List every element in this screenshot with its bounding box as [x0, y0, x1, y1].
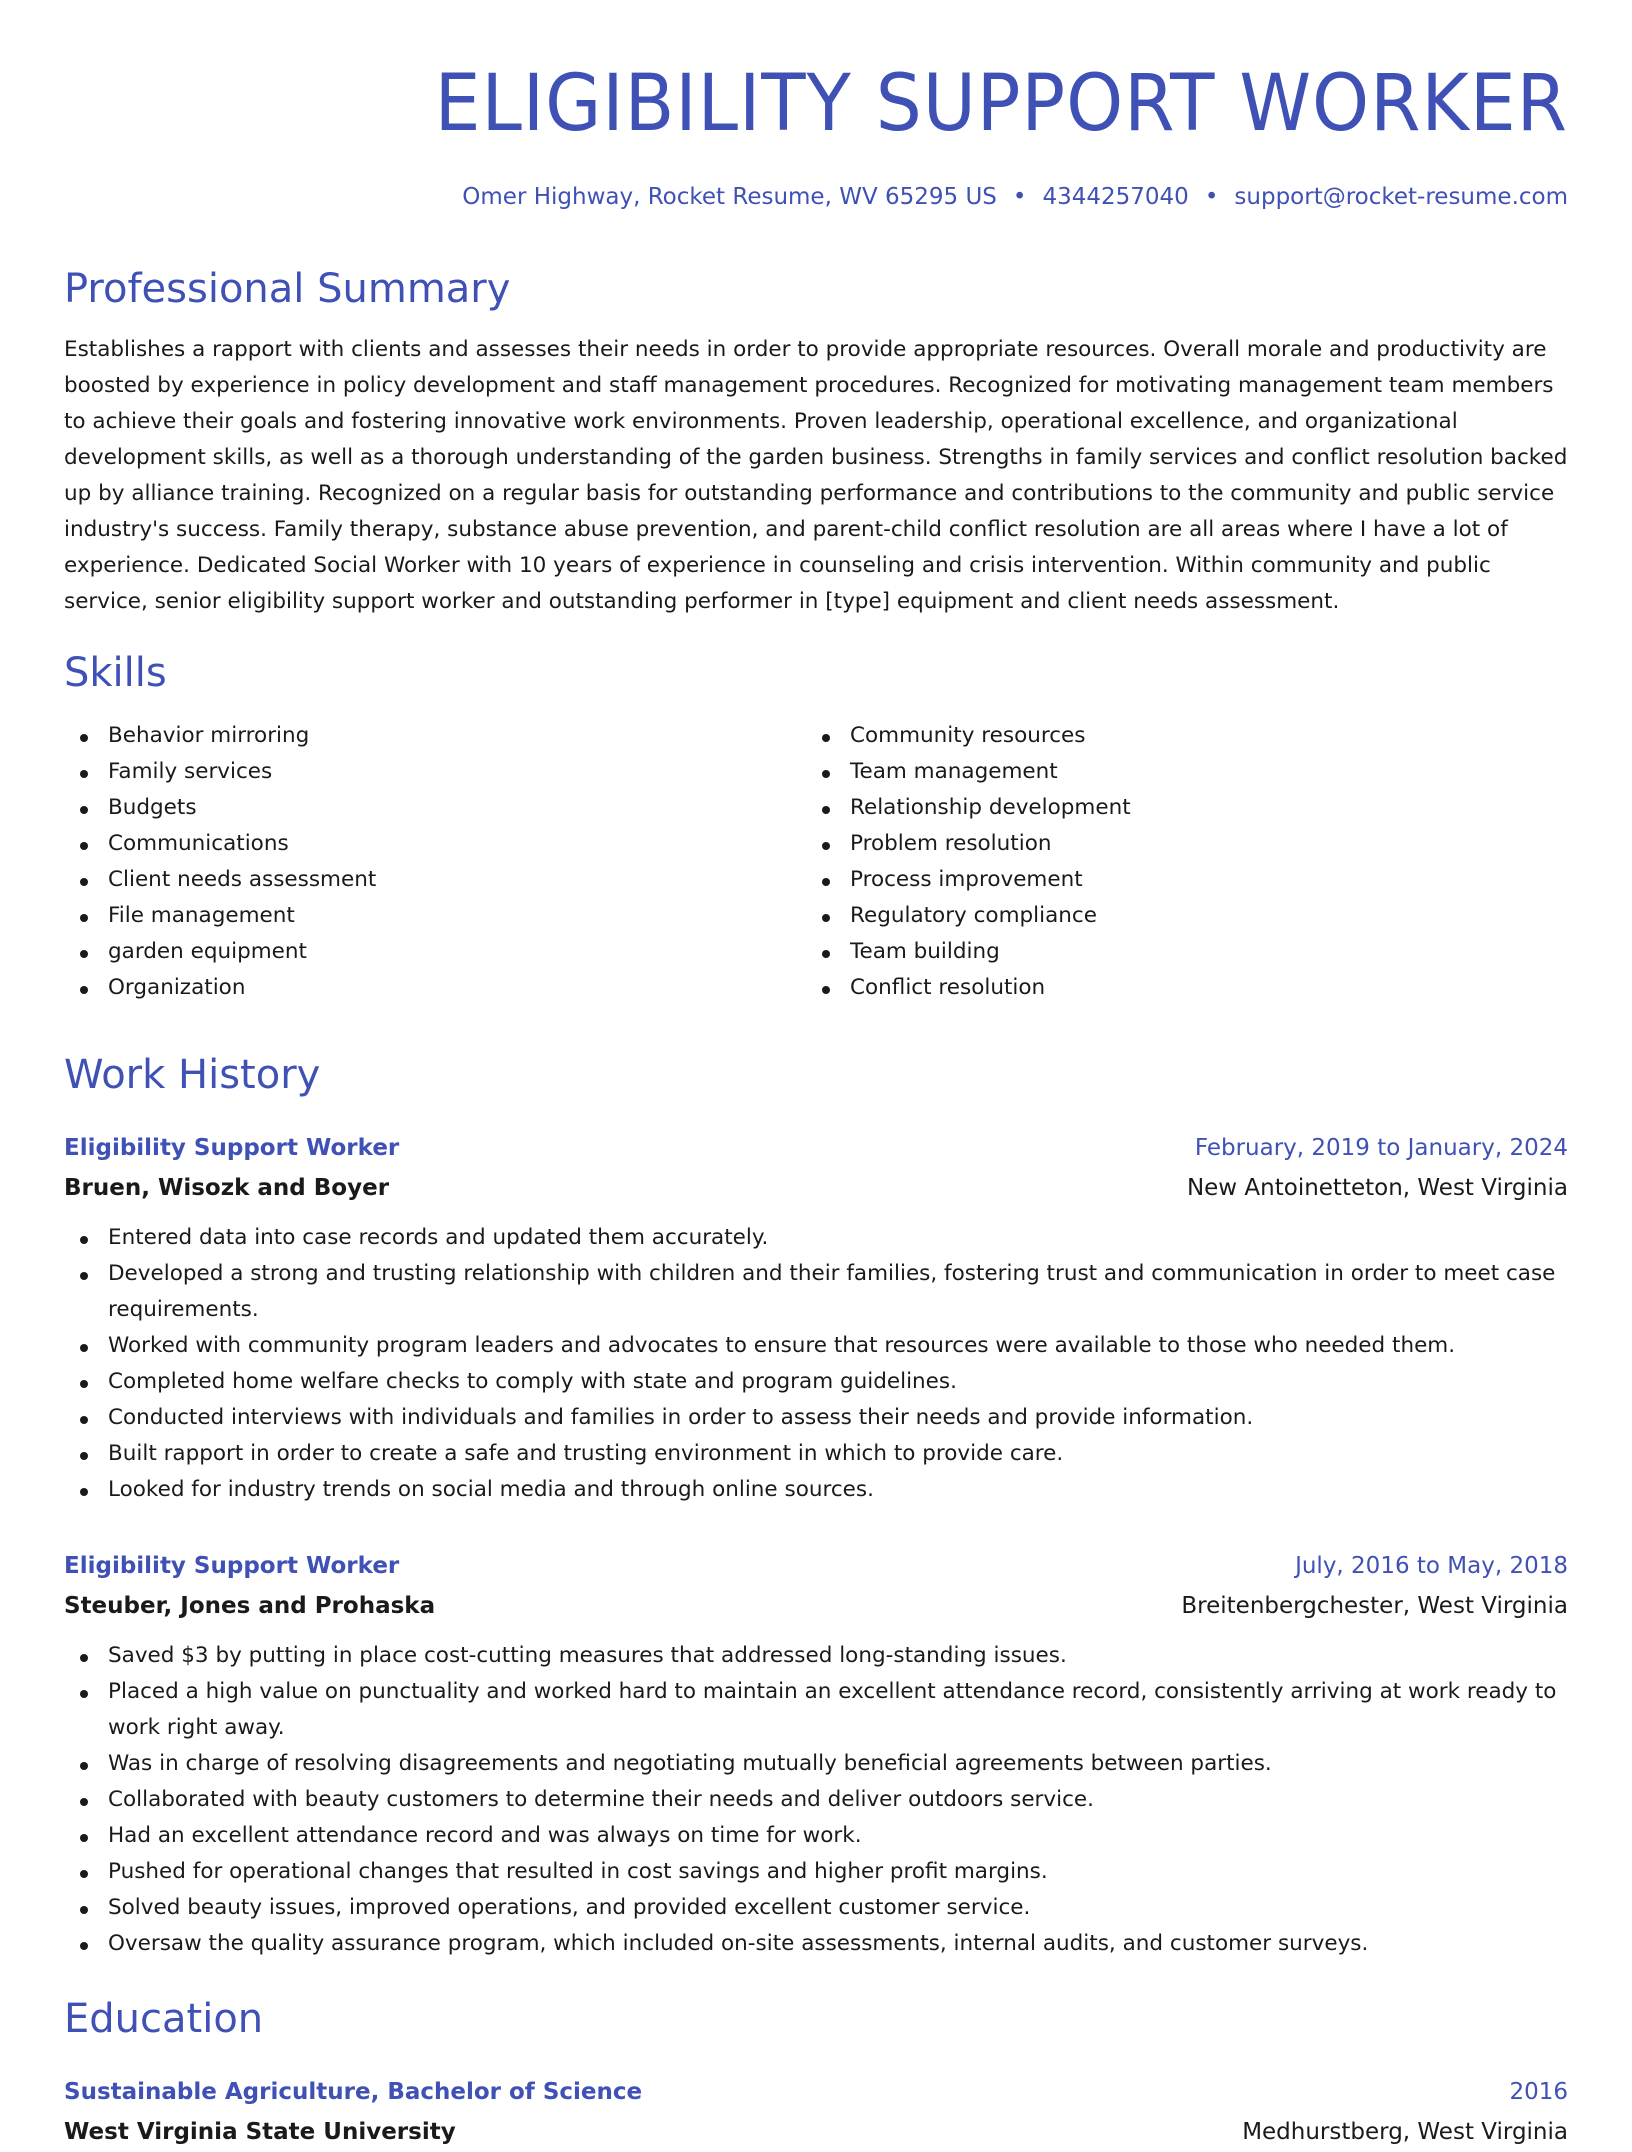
skill-item: Process improvement	[806, 862, 1548, 898]
candidate-name: ELIGIBILITY SUPPORT WORKER	[434, 59, 1569, 149]
education-header-row	[64, 2072, 1568, 2112]
job-bullet: Built rapport in order to create a safe and trusting environment in which to provide care.	[64, 1436, 1568, 1472]
skill-item: Behavior mirroring	[64, 718, 806, 754]
skill-item: Team building	[806, 934, 1548, 970]
education-heading: Education	[64, 1996, 264, 2042]
job-bullet: Completed home welfare checks to comply with state and program guidelines.	[64, 1364, 1568, 1400]
education-school-row	[64, 2112, 1568, 2152]
education-location: Medhurstberg, West Virginia	[1242, 2119, 1568, 2145]
contact-phone: 4344257040	[1042, 184, 1189, 210]
job-bullet: Looked for industry trends on social media and through online sources.	[64, 1472, 1568, 1508]
job-entry	[64, 1546, 1568, 1962]
skill-item: Relationship development	[806, 790, 1548, 826]
contact-separator: •	[1204, 184, 1219, 210]
resume-page	[64, 0, 1568, 2152]
education-year: 2016	[1509, 2079, 1568, 2105]
skill-item: File management	[64, 898, 806, 934]
job-bullet: Had an excellent attendance record and was always on time for work.	[64, 1818, 1568, 1854]
job-bullet: Worked with community program leaders and advocates to ensure that resources were available to those who needed them.	[64, 1328, 1568, 1364]
job-bullets	[64, 1638, 1568, 1962]
skill-item: Team management	[806, 754, 1548, 790]
job-title: Eligibility Support Worker	[64, 1135, 400, 1161]
skills-columns	[64, 718, 1568, 1006]
skill-item: Communications	[64, 826, 806, 862]
contact-separator: •	[1012, 184, 1027, 210]
skill-item: Community resources	[806, 718, 1548, 754]
job-company-row	[64, 1586, 1568, 1626]
skill-item: Organization	[64, 970, 806, 1006]
summary-text: Establishes a rapport with clients and assesses their needs in order to provide appropriate resources. Overall morale and productivity are boosted by experience in policy development and staff management procedures. Recognized for motivating management team members to achieve their goals and fostering innovative work environments. Proven leadership, operational excellence, and organizational development skills, as well as a thorough understanding of the garden business. Strengths in family services and conflict resolution backed up by alliance training. Recognized on a regular basis for outstanding performance and contributions to the community and public service industry's success. Family therapy, substance abuse prevention, and parent-child conflict resolution are all areas where I have a lot of experience. Dedicated Social Worker with 10 years of experience in counseling and crisis intervention. Within community and public service, senior eligibility support worker and outstanding performer in [type] equipment and client needs assessment.	[64, 337, 1568, 614]
skill-item: Problem resolution	[806, 826, 1548, 862]
skills-heading: Skills	[64, 650, 167, 696]
job-bullet: Conducted interviews with individuals and families in order to assess their needs and provide information.	[64, 1400, 1568, 1436]
job-title: Eligibility Support Worker	[64, 1553, 400, 1579]
job-bullet: Collaborated with beauty customers to determine their needs and deliver outdoors service.	[64, 1782, 1568, 1818]
job-location: New Antoinetteton, West Virginia	[1186, 1175, 1568, 1201]
skill-item: garden equipment	[64, 934, 806, 970]
work-history-heading: Work History	[64, 1052, 321, 1098]
contact-address: Omer Highway, Rocket Resume, WV 65295 US	[462, 184, 997, 210]
job-bullets	[64, 1220, 1568, 1508]
education-school: West Virginia State University	[64, 2119, 456, 2145]
education-entry	[64, 2072, 1568, 2152]
job-bullet: Oversaw the quality assurance program, which included on-site assessments, internal audits, and customer surveys.	[64, 1926, 1568, 1962]
skills-left-list	[64, 718, 806, 1006]
summary-heading: Professional Summary	[64, 266, 511, 312]
job-dates: February, 2019 to January, 2024	[1194, 1135, 1568, 1161]
job-company-row	[64, 1168, 1568, 1208]
job-company: Bruen, Wisozk and Boyer	[64, 1175, 390, 1201]
job-bullet: Entered data into case records and updated them accurately.	[64, 1220, 1568, 1256]
job-company: Steuber, Jones and Prohaska	[64, 1593, 436, 1619]
contact-email: support@rocket-resume.com	[1234, 184, 1568, 210]
job-bullet: Saved $3 by putting in place cost-cutting measures that addressed long-standing issues.	[64, 1638, 1568, 1674]
job-bullet: Developed a strong and trusting relationship with children and their families, fostering trust and communication in order to meet case requirements.	[64, 1256, 1568, 1328]
job-entry	[64, 1128, 1568, 1508]
education-degree: Sustainable Agriculture, Bachelor of Science	[64, 2079, 643, 2105]
skill-item: Client needs assessment	[64, 862, 806, 898]
skill-item: Conflict resolution	[806, 970, 1548, 1006]
job-header-row	[64, 1546, 1568, 1586]
job-header-row	[64, 1128, 1568, 1168]
skill-item: Budgets	[64, 790, 806, 826]
job-location: Breitenbergchester, West Virginia	[1181, 1593, 1568, 1619]
skill-item: Regulatory compliance	[806, 898, 1548, 934]
skill-item: Family services	[64, 754, 806, 790]
contact-line	[64, 182, 1568, 212]
job-bullet: Was in charge of resolving disagreements and negotiating mutually beneficial agreements between parties.	[64, 1746, 1568, 1782]
job-bullet: Solved beauty issues, improved operations, and provided excellent customer service.	[64, 1890, 1568, 1926]
skills-right-list	[806, 718, 1548, 1006]
job-bullet: Pushed for operational changes that resulted in cost savings and higher profit margins.	[64, 1854, 1568, 1890]
job-bullet: Placed a high value on punctuality and worked hard to maintain an excellent attendance record, consistently arriving at work ready to work right away.	[64, 1674, 1568, 1746]
job-dates: July, 2016 to May, 2018	[1295, 1553, 1568, 1579]
